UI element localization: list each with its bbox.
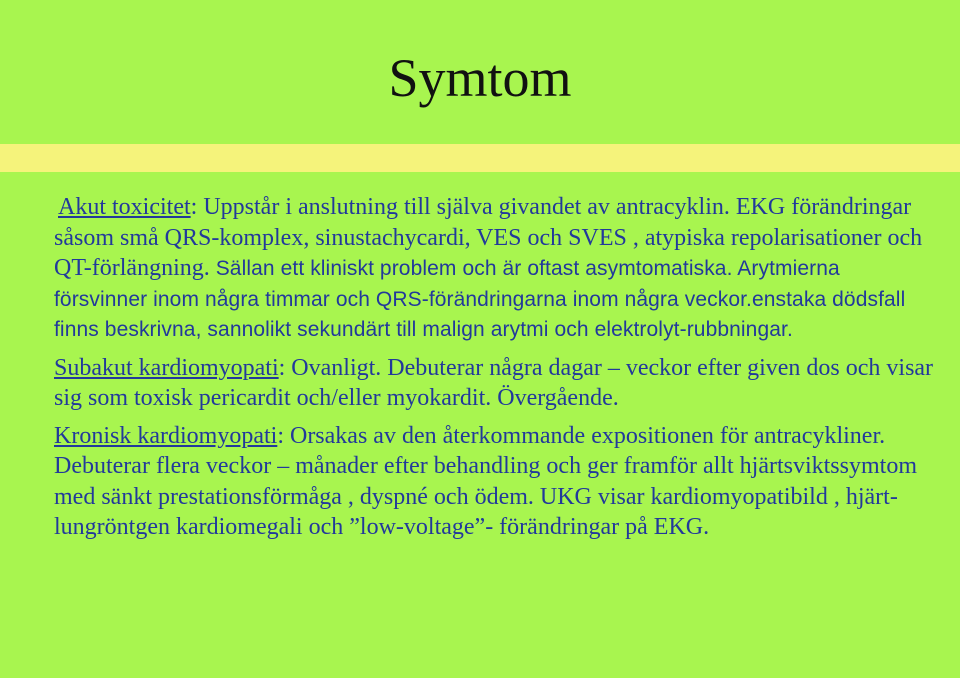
kronisk-text: : Orsakas av den återkommande expositionen för antracykliner. Debuterar flera veckor – månader efter behandling och ger framför allt hjärtsviktssymtom med sänkt prestationsförmåga , dyspné och ödem. UKG visar kardiomyopatibild , hjärt-lungröntgen kardiomegali och ”low-voltage”- förändringar på EKG. — [54, 422, 917, 540]
paragraph-subakut — [54, 353, 934, 414]
subakut-text: : Ovanligt. Debuterar några dagar – veckor efter given dos och visar sig som toxisk pericardit och/eller myokardit. Övergående. — [54, 354, 934, 411]
akut-text-sans: Sällan ett kliniskt problem och är oftast asymtomatiska. Arytmierna försvinner inom några timmar och QRS-förändringarna inom några veckor.enstaka dödsfall finns beskrivna, sannolikt sekundärt till malign arytmi och elektrolyt-rubbningar. — [54, 257, 906, 341]
paragraph-kronisk — [54, 421, 934, 543]
slide-title: Symtom — [388, 48, 572, 108]
akut-text: Uppstår i anslutning till själva givandet av antracyklin. EKG förändringar såsom små QRS-komplex, sinustachycardi, VES och SVES , atypiska repolarisationer och QT-förlängning. — [54, 194, 923, 281]
title-divider-band — [0, 144, 960, 172]
akut-label: Akut toxicitet — [58, 194, 191, 220]
slide-body — [54, 192, 934, 550]
paragraph-akut — [54, 192, 934, 346]
subakut-label: Subakut kardiomyopati — [54, 354, 279, 381]
akut-colon: : — [190, 194, 198, 220]
kronisk-label: Kronisk kardiomyopati — [54, 422, 278, 449]
